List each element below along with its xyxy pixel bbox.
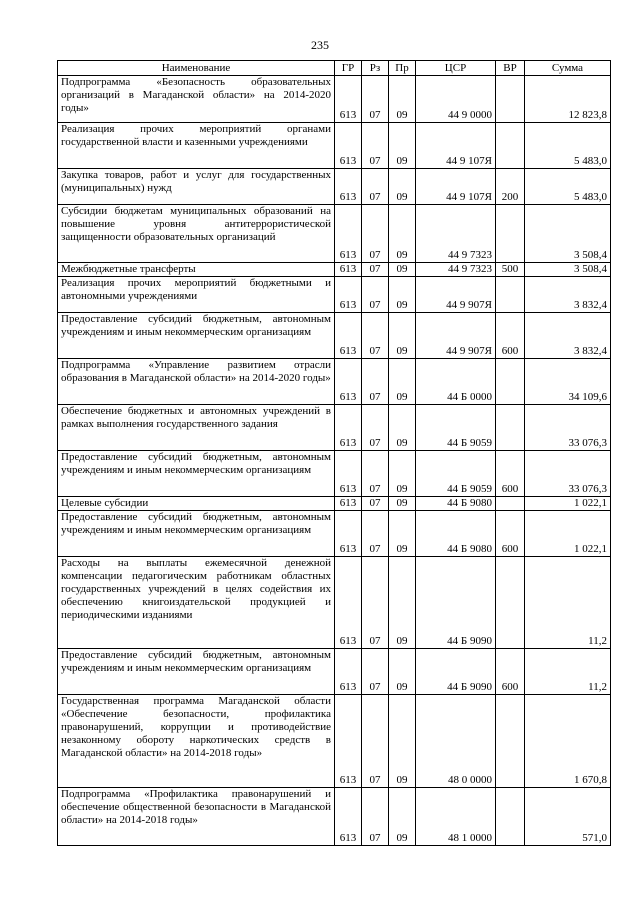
row-csr: 44 Б 9090: [416, 649, 496, 695]
row-name: Предоставление субсидий бюджетным, автономным учреждениям и иным некоммерческим организациям: [58, 313, 335, 359]
row-name: Подпрограмма «Управление развитием отрасли образования в Магаданской области» на 2014-2020 годы»: [58, 359, 335, 405]
row-sum: 34 109,6: [525, 359, 611, 405]
row-pr: 09: [389, 313, 416, 359]
row-csr: 44 9 7323: [416, 205, 496, 263]
row-rz: 07: [362, 359, 389, 405]
header-name: Наименование: [58, 61, 335, 76]
row-vr: 500: [496, 263, 525, 277]
row-sum: 11,2: [525, 649, 611, 695]
row-pr: 09: [389, 359, 416, 405]
table-row: [58, 123, 611, 169]
row-pr: 09: [389, 123, 416, 169]
row-rz: 07: [362, 511, 389, 557]
row-csr: 44 Б 9080: [416, 497, 496, 511]
row-csr: 44 9 7323: [416, 263, 496, 277]
row-csr: 44 9 0000: [416, 76, 496, 123]
row-csr: 44 Б 9080: [416, 511, 496, 557]
row-gr: 613: [335, 263, 362, 277]
row-csr: 44 Б 9090: [416, 557, 496, 649]
row-gr: 613: [335, 788, 362, 846]
row-rz: 07: [362, 169, 389, 205]
row-name: Государственная программа Магаданской области «Обеспечение безопасности, профилактика правонарушений, коррупции и противодействие незаконному обороту наркотических средств в Магаданской области» на 2014-2018 годы»: [58, 695, 335, 788]
row-csr: 44 9 907Я: [416, 277, 496, 313]
header-rz: Рз: [362, 61, 389, 76]
row-pr: 09: [389, 695, 416, 788]
row-vr: 200: [496, 169, 525, 205]
row-name: Обеспечение бюджетных и автономных учреждений в рамках выполнения государственного задания: [58, 405, 335, 451]
row-vr: [496, 359, 525, 405]
row-gr: 613: [335, 497, 362, 511]
row-name: Подпрограмма «Безопасность образовательных организаций в Магаданской области» на 2014-2020 годы»: [58, 76, 335, 123]
header-vr: ВР: [496, 61, 525, 76]
row-vr: 600: [496, 313, 525, 359]
row-vr: [496, 76, 525, 123]
table-row: [58, 76, 611, 123]
row-pr: 09: [389, 76, 416, 123]
row-gr: 613: [335, 123, 362, 169]
row-sum: 1 022,1: [525, 497, 611, 511]
row-pr: 09: [389, 557, 416, 649]
table-body: [58, 76, 611, 846]
row-sum: 3 832,4: [525, 313, 611, 359]
row-pr: 09: [389, 497, 416, 511]
row-name: Реализация прочих мероприятий органами государственной власти и казенными учреждениями: [58, 123, 335, 169]
row-gr: 613: [335, 695, 362, 788]
row-rz: 07: [362, 788, 389, 846]
row-gr: 613: [335, 405, 362, 451]
row-vr: [496, 695, 525, 788]
header-gr: ГР: [335, 61, 362, 76]
row-name: Межбюджетные трансферты: [58, 263, 335, 277]
row-csr: 48 0 0000: [416, 695, 496, 788]
table-row: [58, 497, 611, 511]
row-vr: [496, 497, 525, 511]
row-rz: 07: [362, 277, 389, 313]
row-vr: 600: [496, 451, 525, 497]
table-row: [58, 263, 611, 277]
row-gr: 613: [335, 649, 362, 695]
row-csr: 44 Б 9059: [416, 405, 496, 451]
row-csr: 44 Б 9059: [416, 451, 496, 497]
row-sum: 33 076,3: [525, 405, 611, 451]
row-sum: 1 022,1: [525, 511, 611, 557]
table-row: [58, 359, 611, 405]
row-sum: 11,2: [525, 557, 611, 649]
table-row: [58, 695, 611, 788]
header-pr: Пр: [389, 61, 416, 76]
row-gr: 613: [335, 557, 362, 649]
row-name: Подпрограмма «Профилактика правонарушений и обеспечение общественной безопасности в Магаданской области» на 2014-2018 годы»: [58, 788, 335, 846]
row-sum: 5 483,0: [525, 123, 611, 169]
row-rz: 07: [362, 205, 389, 263]
row-name: Предоставление субсидий бюджетным, автономным учреждениям и иным некоммерческим организациям: [58, 511, 335, 557]
table-row: [58, 788, 611, 846]
row-sum: 3 508,4: [525, 263, 611, 277]
row-rz: 07: [362, 313, 389, 359]
row-rz: 07: [362, 451, 389, 497]
row-rz: 07: [362, 497, 389, 511]
row-rz: 07: [362, 123, 389, 169]
table-row: [58, 511, 611, 557]
row-sum: 571,0: [525, 788, 611, 846]
row-pr: 09: [389, 788, 416, 846]
table-row: [58, 405, 611, 451]
row-csr: 48 1 0000: [416, 788, 496, 846]
row-sum: 3 508,4: [525, 205, 611, 263]
row-vr: [496, 277, 525, 313]
table-row: [58, 557, 611, 649]
table-row: [58, 451, 611, 497]
row-gr: 613: [335, 169, 362, 205]
row-sum: 1 670,8: [525, 695, 611, 788]
row-pr: 09: [389, 263, 416, 277]
row-csr: 44 9 107Я: [416, 169, 496, 205]
row-vr: 600: [496, 649, 525, 695]
table-row: [58, 277, 611, 313]
row-name: Целевые субсидии: [58, 497, 335, 511]
row-rz: 07: [362, 557, 389, 649]
row-pr: 09: [389, 405, 416, 451]
row-gr: 613: [335, 359, 362, 405]
table-row: [58, 205, 611, 263]
header-row: [58, 61, 611, 76]
row-vr: 600: [496, 511, 525, 557]
row-pr: 09: [389, 169, 416, 205]
table-row: [58, 649, 611, 695]
row-vr: [496, 123, 525, 169]
row-rz: 07: [362, 76, 389, 123]
row-csr: 44 9 907Я: [416, 313, 496, 359]
row-rz: 07: [362, 405, 389, 451]
row-sum: 5 483,0: [525, 169, 611, 205]
row-gr: 613: [335, 511, 362, 557]
row-sum: 3 832,4: [525, 277, 611, 313]
budget-table: [57, 60, 611, 846]
row-sum: 33 076,3: [525, 451, 611, 497]
row-csr: 44 Б 0000: [416, 359, 496, 405]
row-name: Расходы на выплаты ежемесячной денежной компенсации педагогическим работникам областных государственных учреждений в целях содействия их обеспечению книгоиздательской продукцией и периодическими изданиями: [58, 557, 335, 649]
row-gr: 613: [335, 313, 362, 359]
row-gr: 613: [335, 451, 362, 497]
row-pr: 09: [389, 451, 416, 497]
row-name: Реализация прочих мероприятий бюджетными и автономными учреждениями: [58, 277, 335, 313]
row-vr: [496, 557, 525, 649]
row-vr: [496, 405, 525, 451]
row-vr: [496, 788, 525, 846]
row-rz: 07: [362, 263, 389, 277]
row-name: Предоставление субсидий бюджетным, автономным учреждениям и иным некоммерческим организациям: [58, 649, 335, 695]
header-csr: ЦСР: [416, 61, 496, 76]
row-name: Предоставление субсидий бюджетным, автономным учреждениям и иным некоммерческим организациям: [58, 451, 335, 497]
row-pr: 09: [389, 277, 416, 313]
row-name: Закупка товаров, работ и услуг для государственных (муниципальных) нужд: [58, 169, 335, 205]
row-vr: [496, 205, 525, 263]
row-gr: 613: [335, 76, 362, 123]
row-name: Субсидии бюджетам муниципальных образований на повышение уровня антитеррористической защищенности образовательных организаций: [58, 205, 335, 263]
table-row: [58, 169, 611, 205]
page-number: 235: [311, 38, 329, 52]
row-gr: 613: [335, 205, 362, 263]
row-pr: 09: [389, 511, 416, 557]
row-rz: 07: [362, 695, 389, 788]
row-pr: 09: [389, 649, 416, 695]
row-gr: 613: [335, 277, 362, 313]
row-pr: 09: [389, 205, 416, 263]
row-csr: 44 9 107Я: [416, 123, 496, 169]
row-sum: 12 823,8: [525, 76, 611, 123]
table-row: [58, 313, 611, 359]
row-rz: 07: [362, 649, 389, 695]
header-sum: Сумма: [525, 61, 611, 76]
